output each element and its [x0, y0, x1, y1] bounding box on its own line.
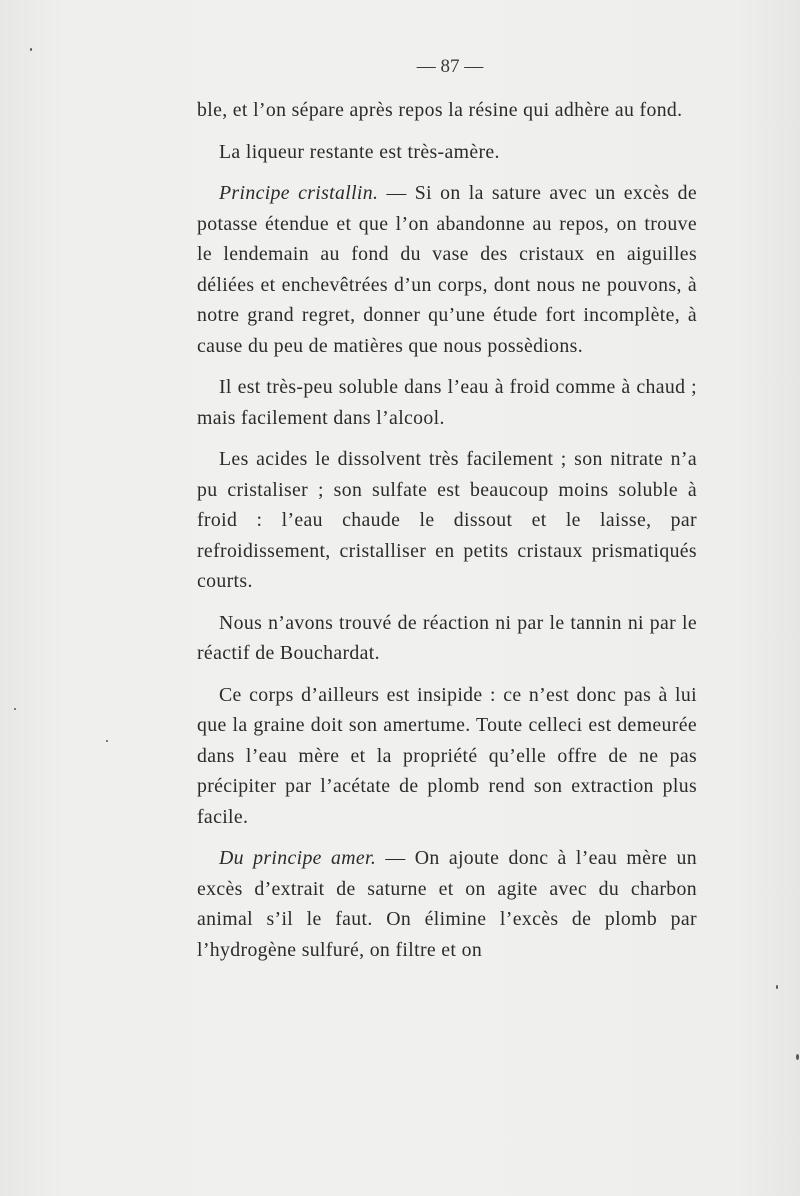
paragraph-4-text: Il est très-peu soluble dans l’eau à froid comme à chaud ; mais facilement dans l’alcool.: [197, 376, 697, 429]
page-number: — 87 —: [416, 56, 484, 77]
body-text: [197, 95, 697, 976]
scan-speck: [796, 1054, 799, 1060]
paragraph-8-text: — On ajoute donc à l’eau mère un excès d’extrait de saturne et on agite avec du charbon animal s’il le faut. On élimine l’excès de plomb par l’hydrogène sulfuré, on filtre et on: [197, 847, 698, 961]
paragraph-1-text: ble, et l’on sépare après repos la résine qui adhère au fond.: [197, 99, 683, 121]
paragraph-6: [197, 608, 697, 669]
section-heading-principe-amer: Du principe amer.: [219, 847, 377, 869]
paragraph-3-text: — Si on la sature avec un excès de potasse étendue et que l’on abandonne au repos, on trouve le lendemain au fond du vase des cristaux en aiguilles déliées et enchevêtrées d’un corps, dont nous ne pouvons, à notre grand regret, donner qu’une étude fort incomplète, à cause du peu de matières que nous possèdions.: [197, 182, 697, 357]
paragraph-3: [197, 178, 697, 361]
scan-speck: [776, 985, 778, 989]
paragraph-7: [197, 680, 697, 833]
paragraph-2-text: La liqueur restante est très-amère.: [219, 140, 500, 163]
paragraph-1: [197, 95, 697, 126]
section-heading-principe-cristallin: Principe cristallin.: [219, 182, 379, 204]
paragraph-2: [197, 137, 697, 168]
paragraph-8: [197, 843, 697, 965]
paragraph-4: [197, 372, 697, 433]
paragraph-5: [197, 444, 697, 597]
paragraph-7-text: Ce corps d’ailleurs est insipide : ce n’est donc pas à lui que la graine doit son amertume. Toute celleci est demeurée dans l’eau mère et la propriété qu’elle offre de ne pas précipiter par l’acétate de plomb rend son extraction plus facile.: [197, 683, 697, 828]
paragraph-6-text: Nous n’avons trouvé de réaction ni par le tannin ni par le réactif de Bouchardat.: [197, 611, 697, 664]
scan-speck: [30, 48, 32, 51]
scan-speck: [14, 708, 16, 710]
scan-speck: [106, 740, 108, 742]
paragraph-5-text: Les acides le dissolvent très facilement ; son nitrate n’a pu cristaliser ; son sulfate est beaucoup moins soluble à froid : l’eau chaude le dissout et le laisse, par refroidissement, cristalliser en petits cristaux prismatiqués courts.: [197, 448, 697, 592]
